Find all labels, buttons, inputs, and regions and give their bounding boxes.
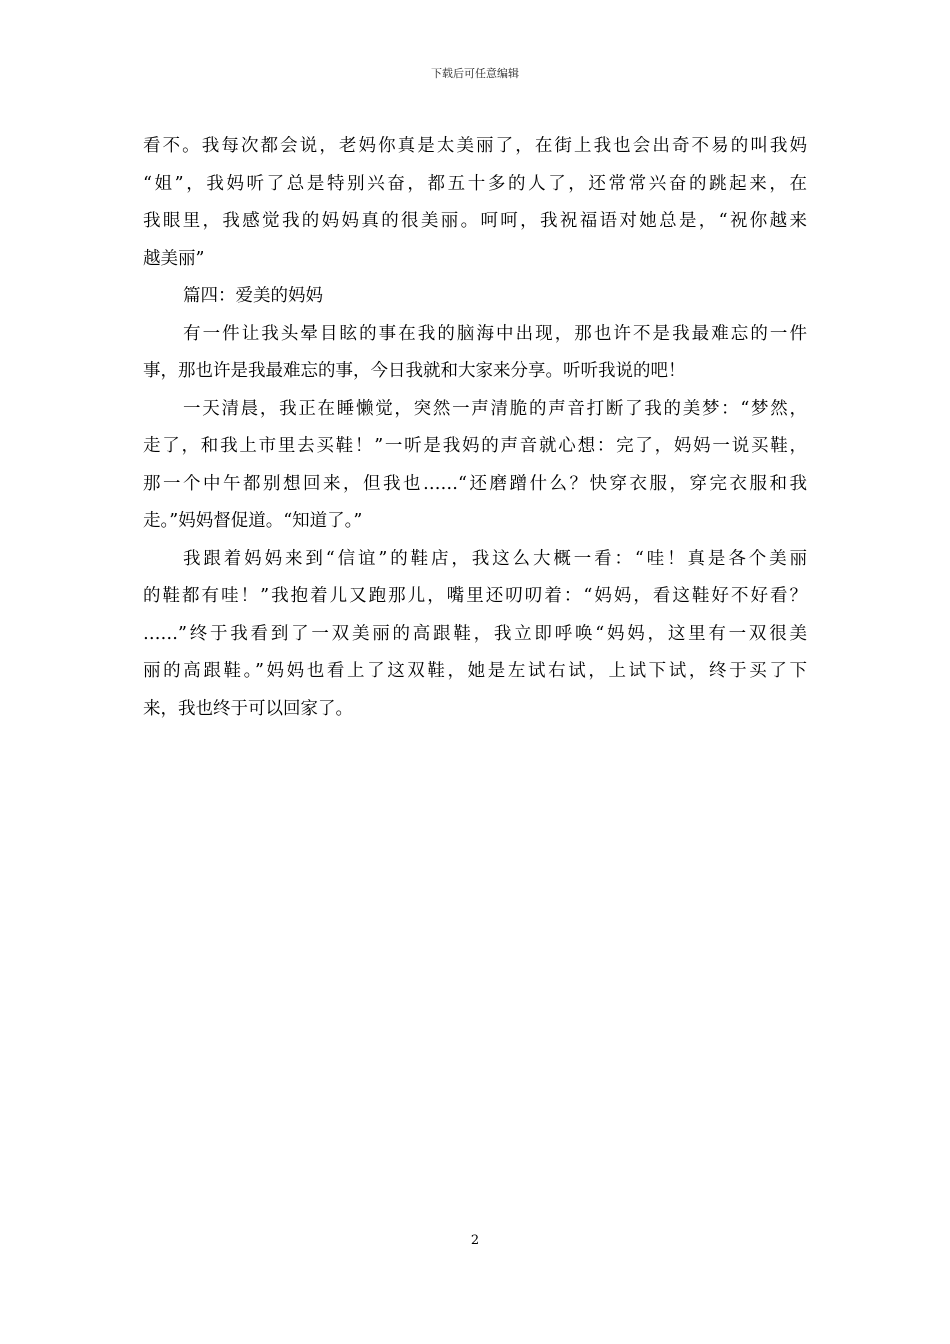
text-line: 事，那也许是我最难忘的事，今日我就和大家来分享。听听我说的吧！ — [143, 361, 686, 381]
text-line: 越美丽” — [143, 248, 205, 269]
text-line: ……”终于我看到了一双美丽的高跟鞋，我立即呼唤“妈妈，这里有一双很美 — [143, 623, 807, 644]
text-line: 我眼里，我感觉我的妈妈真的很美丽。呵呵，我祝福语对她总是，“祝你越来 — [143, 211, 807, 231]
text-line: 看不。我每次都会说，老妈你真是太美丽了，在街上我也会出奇不易的叫我妈 — [143, 136, 807, 156]
section-heading — [143, 278, 807, 316]
page-number: 2 — [470, 1233, 480, 1248]
text-line: 的鞋都有哇！”我抱着儿又跑那儿，嘴里还叨叨着：“妈妈，看这鞋好不好看？ — [143, 586, 807, 606]
text-line: 丽的高跟鞋。”妈妈也看上了这双鞋，她是左试右试，上试下试，终于买了下 — [143, 661, 807, 681]
text-line: 有一件让我头晕目眩的事在我的脑海中出现，那也许不是我最难忘的一件 — [183, 323, 807, 344]
document-body — [143, 128, 807, 728]
page-header: 下载后可任意编辑 — [431, 67, 519, 80]
paragraph — [143, 316, 807, 391]
paragraph — [143, 541, 807, 729]
text-line: 篇四：爱美的妈妈 — [183, 286, 323, 306]
paragraph — [143, 391, 807, 541]
text-line: “姐”，我妈听了总是特别兴奋，都五十多的人了，还常常兴奋的跳起来，在 — [143, 173, 807, 194]
text-line: 那一个中午都别想回来，但我也……“还磨蹭什么？快穿衣服，穿完衣服和我 — [143, 473, 807, 494]
text-line: 一天清晨，我正在睡懒觉，突然一声清脆的声音打断了我的美梦：“梦然， — [183, 398, 807, 419]
text-line: 走。”妈妈督促道。“知道了。” — [143, 511, 363, 531]
paragraph — [143, 128, 807, 278]
text-line: 来，我也终于可以回家了。 — [143, 698, 353, 719]
text-line: 我跟着妈妈来到“信谊”的鞋店，我这么大概一看：“哇！真是各个美丽 — [183, 548, 807, 569]
text-line: 走了，和我上市里去买鞋！”一听是我妈的声音就心想：完了，妈妈一说买鞋， — [143, 436, 807, 456]
